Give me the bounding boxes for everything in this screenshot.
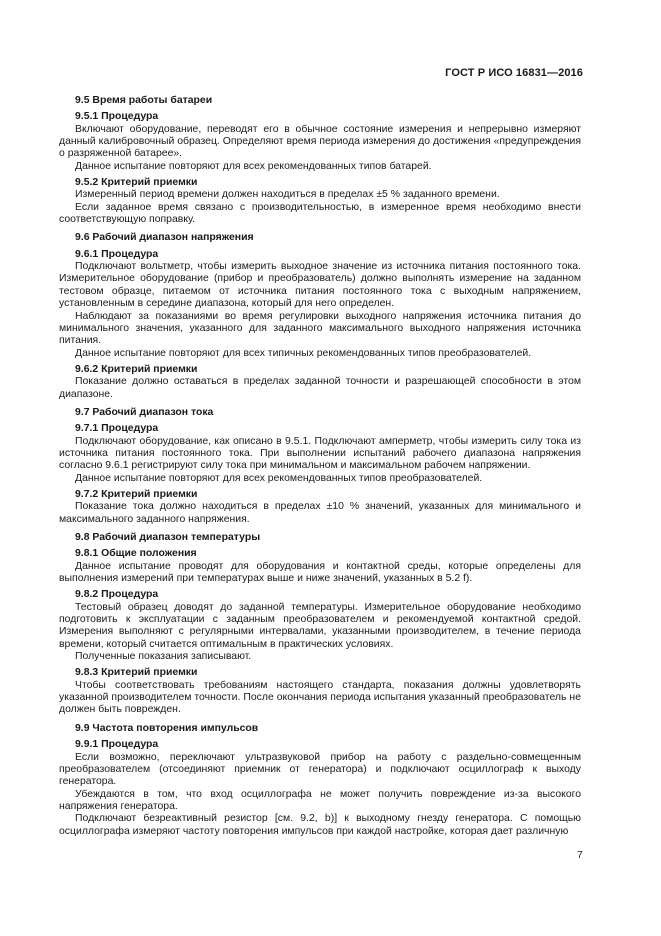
subsection-9-7-2-title: 9.7.2 Критерий приемки: [75, 488, 198, 500]
section-9-5-title: 9.5 Время работы батареи: [75, 95, 213, 106]
section-9-6-title: 9.6 Рабочий диапазон напряжения: [75, 232, 254, 244]
paragraph: Измеренный период времени должен находиться в пределах ±5 % заданного времени.: [75, 189, 500, 201]
subsection-9-6-2-title: 9.6.2 Критерий приемки: [75, 363, 198, 375]
subsection-9-5-1-title: 9.5.1 Процедура: [75, 111, 159, 123]
subsection-9-8-2-title: 9.8.2 Процедура: [75, 589, 159, 601]
paragraph: Наблюдают за показаниями во время регулировки выходного напряжения источника питания до минимального значения, указанного для заданного максимального выходного напряжения источника питания.: [59, 310, 581, 347]
paragraph: Убеждаются в том, что вход осциллографа не может получить повреждение из-за высокого напряжения генератора.: [59, 788, 581, 812]
page-number: 7: [577, 849, 583, 861]
subsection-9-9-1-title: 9.9.1 Процедура: [75, 739, 159, 751]
paragraph: Чтобы соответствовать требованиям настоящего стандарта, показания должны удовлетворять указанной производителем точности. После окончания периода испытания указанный преобразователь не должен быть поврежден.: [59, 679, 581, 716]
subsection-9-7-1-title: 9.7.1 Процедура: [75, 423, 159, 435]
subsection-9-6-1-title: 9.6.1 Процедура: [75, 248, 159, 260]
paragraph: Данное испытание проводят для оборудования и контактной среды, которые определены для выполнения измерений при температурах выше и ниже значений, указанных в 5.2 f).: [59, 560, 581, 585]
paragraph: Полученные показания записывают.: [75, 651, 252, 663]
paragraph: Тестовый образец доводят до заданной температуры. Измерительное оборудование необходимо подготовить к эксплуатации с заданным преобразователем и рекомендуемой контактной средой. Измерения выполняют с регулярными интервалами, указанными производителем, в течение периода времени, который считается оптимальным в практических условиях.: [59, 601, 581, 650]
paragraph: Если возможно, переключают ультразвуковой прибор на работу с раздельно-совмещенным преобразователем (отсоединяют приемник от генератора) и подключают осциллограф к выходу генератора.: [59, 751, 581, 788]
subsection-9-8-3-title: 9.8.3 Критерий приемки: [75, 667, 198, 679]
paragraph: Показание тока должно находиться в пределах ±10 % значений, указанных для минимального и максимального заданного напряжения.: [59, 501, 581, 525]
paragraph: Данное испытание повторяют для всех типичных рекомендованных типов преобразователей.: [75, 347, 532, 359]
paragraph: Если заданное время связано с производительностью, в измеренное время необходимо внести соответствующую поправку.: [59, 201, 581, 226]
page-body: [59, 95, 581, 838]
standard-header: ГОСТ Р ИСО 16831—2016: [445, 67, 583, 79]
paragraph: Включают оборудование, переводят его в обычное состояние измерения и непрерывно измеряют данный калибровочный образец. Определяют время периода измерения до достижения «предупреждения о разряженной батарее».: [59, 123, 582, 160]
subsection-9-5-2-title: 9.5.2 Критерий приемки: [75, 177, 198, 189]
paragraph: Показание должно оставаться в пределах заданной точности и разрешающей способности в этом диапазоне.: [59, 376, 581, 400]
paragraph: Данное испытание повторяют для всех рекомендованных типов батарей.: [75, 160, 432, 172]
section-9-8-title: 9.8 Рабочий диапазон температуры: [75, 532, 261, 543]
paragraph: Подключают вольтметр, чтобы измерить выходное значение из источника питания постоянного тока. Измерительное оборудование (прибор и преобразователь) должно выполнять измерение на заданном тестовом образце, питаемом от источника питания постоянного тока с выходным напряжением, установленным в середине диапазона, который для него определен.: [59, 261, 581, 310]
paragraph: Данное испытание повторяют для всех рекомендованных типов преобразователей.: [75, 472, 483, 484]
section-9-7-title: 9.7 Рабочий диапазон тока: [75, 406, 214, 418]
paragraph: Подключают оборудование, как описано в 9.5.1. Подключают амперметр, чтобы измерить силу тока из источника питания постоянного тока. При выполнении испытаний рабочего диапазона напряжения согласно 9.6.1 регистрируют силу тока при минимальном и максимальном рабочем напряжении.: [59, 435, 581, 472]
section-9-9-title: 9.9 Частота повторения импульсов: [75, 722, 259, 734]
subsection-9-8-1-title: 9.8.1 Общие положения: [75, 548, 197, 560]
paragraph: Подключают безреактивный резистор [см. 9.2, b)] к выходному гнезду генератора. С помощью осциллографа измеряют частоту повторения импульсов при каждой настройке, которая дает различную: [59, 813, 581, 837]
